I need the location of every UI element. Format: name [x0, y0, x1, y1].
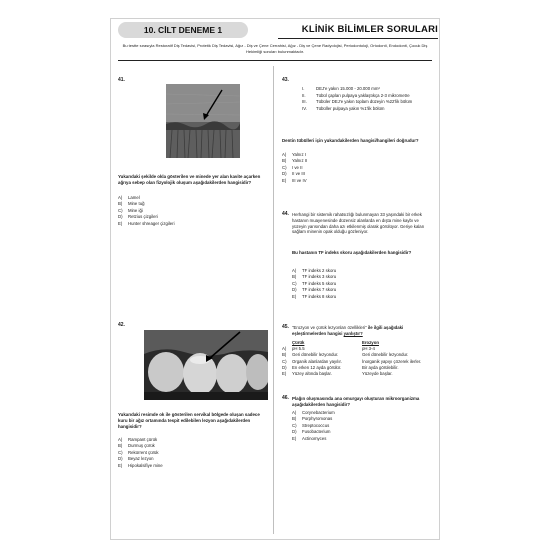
question-45-option-c[interactable]: C) Organik alanlardan yayılır. İnorganik yapıyı çözerek ilerler.: [282, 358, 422, 364]
question-45-stem: [292, 325, 432, 337]
question-41-option-a[interactable]: A) Lamel: [118, 195, 140, 200]
question-46-option-e[interactable]: E) Actinomyces: [292, 435, 327, 441]
question-45-stem-quote: "Erozyon ve çürük lezyonları özellikleri": [292, 325, 367, 330]
question-45-stem-bold: ile ilgili aşağıdaki eşleştirmelerden hangisi: [292, 325, 404, 336]
question-44-option-e[interactable]: E) TF indeks 8 skoru: [292, 293, 337, 299]
question-42-teeth-photo: [144, 330, 268, 400]
question-43-option-c[interactable]: C) I ve II: [282, 164, 303, 170]
question-44-option-b[interactable]: B) TF indeks 3 skoru: [292, 274, 337, 280]
question-46-option-c[interactable]: C) Streptococcus: [292, 422, 330, 428]
statement-iv: IV. Tübüller pulpaya yakın %1'lik bölüm: [302, 105, 385, 111]
question-42-option-b[interactable]: B) Durmuş çürük: [118, 443, 155, 449]
question-43-option-d[interactable]: D) II ve III: [282, 171, 305, 177]
column-separator: [273, 66, 274, 534]
question-45-table: [282, 340, 432, 377]
question-43-option-b[interactable]: B) Yalnız II: [282, 158, 308, 164]
question-44-number: 44.: [282, 211, 289, 217]
question-42-option-e[interactable]: E) Hipokalsifiye mine: [118, 462, 163, 468]
question-45-option-b[interactable]: B) Geri dönebilir lezyondur. Geri dönebilir lezyondur.: [282, 352, 409, 358]
question-43-number: 43.: [282, 77, 289, 83]
question-44-body: Herhangi bir sistemik rahatsızlığı bulunmayan 33 yaşındaki bir erkek hastanın muayenesinde düzensiz alanlarda en dışta mine kaybı ve yüzeyin yarısından daha azı etkilenmiş olarak görülüyor. Geriye kalan sağlam minenin opak olduğu gözleniyor.: [292, 212, 425, 235]
question-46-options: [292, 410, 335, 442]
column-head-curuk: Çürük: [292, 340, 305, 345]
statement-iii: III. Tübüler DEJ'e yakın toplam düzeyin %22'lik bölüm: [302, 99, 413, 105]
question-42-number: 42.: [118, 322, 125, 328]
question-45-option-e[interactable]: E) Yüzey altında başlar. Yüzeyde başlar.: [282, 371, 393, 377]
statement-ii: II. Tübül çapları pulpaya yaklaştıkça 2-3 mikrometre: [302, 92, 410, 98]
question-44-option-d[interactable]: D) TF indeks 7 skoru: [292, 287, 337, 293]
question-42-stem: Yukarıdaki resimde ok ile gösterilen servikal bölgede oluşan sadece kuru bir ağız ortamında tespit edilebilen lezyon aşağıdakilerden hangisidir?: [118, 412, 260, 429]
column-head-erozyon: Erozyon: [362, 340, 379, 345]
question-41-option-e[interactable]: E) Hunter shreager çizgileri: [118, 220, 175, 226]
exam-title-pill: 10. CİLT DENEME 1: [118, 22, 248, 38]
question-45-number: 45.: [282, 324, 289, 330]
question-44-options: [292, 268, 336, 300]
question-46-number: 46.: [282, 395, 289, 401]
exam-page: [110, 18, 440, 540]
question-41-number: 41.: [118, 77, 125, 83]
question-46-option-b[interactable]: B) Porphyromonas: [292, 416, 333, 422]
question-42-option-a[interactable]: A) Rampant çürük: [118, 437, 158, 442]
question-46-option-a[interactable]: A) Corynebacterium: [292, 410, 335, 415]
question-41-option-b[interactable]: B) Mine tuğ: [118, 201, 145, 207]
question-44-option-a[interactable]: A) TF indeks 2 skoru: [292, 268, 337, 273]
question-43-stem: Dentin tübülleri için yukarıdakilerden hangisi/hangileri doğrudur?: [282, 138, 419, 143]
question-46-stem: Plağın oluşmasında ana omurgayı oluşturan mikroorganizma aşağıdakilerden hangisidir?: [292, 396, 420, 407]
section-title-underline: [278, 38, 438, 39]
question-45-option-a[interactable]: A) pH 5.5 pH 3-4: [282, 346, 375, 352]
question-43-options: [282, 152, 307, 184]
question-41-option-c[interactable]: C) Mine iği: [118, 207, 143, 213]
header-separator: [118, 60, 432, 61]
question-46-option-d[interactable]: D) Fusobacterium: [292, 429, 331, 435]
question-42-option-c[interactable]: C) Rekürrent çürük: [118, 449, 159, 455]
question-45-stem-emphasis: yanlıştır?: [343, 330, 363, 336]
question-43-statements: [302, 86, 432, 112]
question-42-option-d[interactable]: D) Beyaz lezyon: [118, 456, 154, 462]
question-41-stem: Yukarıdaki şekilde okla gösterilen ve minede yer alan kavite açarken ağrıya sebep olan fizyolojik oluşum aşağıdakilerden hangisidir?: [118, 174, 261, 185]
question-45-option-d[interactable]: D) En erken 12 ayda görülür. Bir ayda görülebilir.: [282, 364, 399, 370]
question-43-option-e[interactable]: E) III ve IV: [282, 177, 307, 183]
section-title: KLİNİK BİLİMLER SORULARI: [301, 24, 438, 35]
question-41-option-d[interactable]: D) Retzius çizgileri: [118, 214, 158, 220]
question-41-options: [118, 195, 175, 227]
question-44-option-c[interactable]: C) TF indeks 5 skoru: [292, 280, 337, 286]
question-43-option-a[interactable]: A) Yalnız I: [282, 152, 307, 157]
question-42-options: [118, 437, 163, 469]
section-description: Bu testte sırasıyla Restoratif Diş Tedavisi, Protetik Diş Tedavisi, Ağız - Diş ve Çene Cerrahisi, Ağız - Diş ve Çene Radyolojisi, Periodontoloji, Ortodonti, Endodonti, Çocuk Diş Hekimliği soruları bulunmaktadır.: [122, 43, 428, 54]
question-41-enamel-micrograph: [166, 84, 240, 158]
question-44-stem: Bu hastanın TF indeks skoru aşağıdakilerden hangisidir?: [292, 250, 412, 255]
statement-i: I. DEJ'e yakın 15.000 - 20.000 mm²: [302, 86, 380, 91]
